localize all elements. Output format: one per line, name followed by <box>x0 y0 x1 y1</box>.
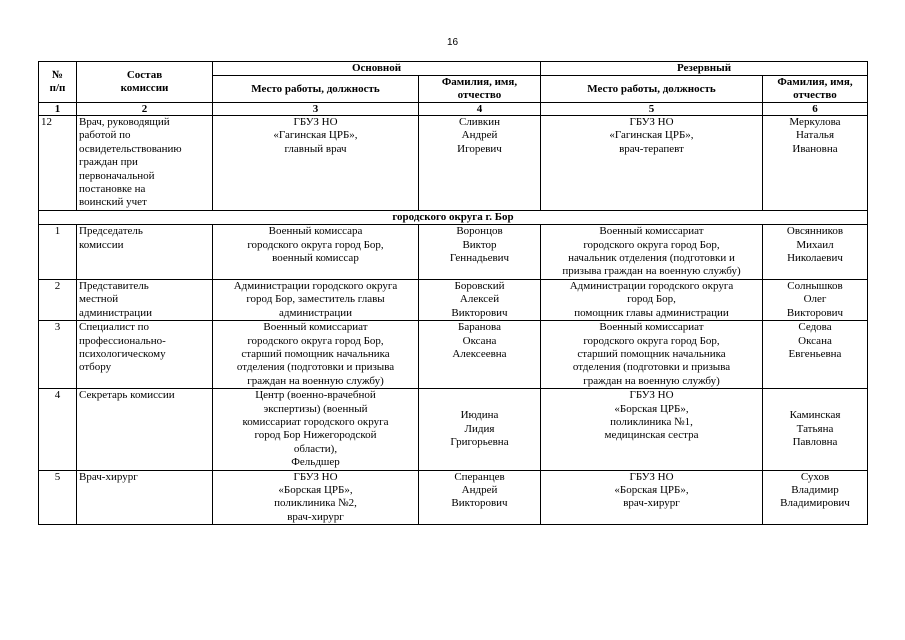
reserve-workplace-cell: Военный комиссариат городского округа город Бор, начальник отделения (подготовки и призыва граждан на военную службу) <box>541 225 763 280</box>
main-workplace-cell: Администрации городского округа город Бор, заместитель главы администрации <box>213 279 419 320</box>
row-number: 2 <box>39 279 77 320</box>
section-row <box>39 210 868 224</box>
main-workplace-cell: Военный комиссара городского округа город Бор, военный комиссар <box>213 225 419 280</box>
main-workplace-cell: Военный комиссариат городского округа город Бор, старший помощник начальника отделения (подготовки и призыва граждан на военную службу) <box>213 321 419 389</box>
column-index: 4 <box>419 103 541 116</box>
reserve-name-cell: Сухов Владимир Владимирович <box>763 470 868 525</box>
main-name-cell: Сливкин Андрей Игоревич <box>419 116 541 211</box>
reserve-workplace-cell: ГБУЗ НО «Борская ЦРБ», врач-хирург <box>541 470 763 525</box>
column-index-row <box>39 103 868 116</box>
reserve-name-cell: Солнышков Олег Викторович <box>763 279 868 320</box>
reserve-name-cell: Овсянников Михаил Николаевич <box>763 225 868 280</box>
main-name-cell: Сперанцев Андрей Викторович <box>419 470 541 525</box>
table-row <box>39 389 868 470</box>
header-main-fullname: Фамилия, имя, отчество <box>419 76 541 103</box>
reserve-workplace-cell: ГБУЗ НО «Борская ЦРБ», поликлиника №1, медицинская сестра <box>541 389 763 470</box>
role-cell: Врач, руководящий работой по освидетельствованию граждан при первоначальной постановке на воинский учет <box>77 116 213 211</box>
role-cell: Специалист по профессионально- психологическому отбору <box>77 321 213 389</box>
commission-table <box>38 61 868 525</box>
header-main-workplace: Место работы, должность <box>213 76 419 103</box>
table-row <box>39 225 868 280</box>
header-main: Основной <box>213 62 541 76</box>
main-workplace-cell: Центр (военно-врачебной экспертизы) (военный комиссариат городского округа город Бор Нижегородской области), Фельдшер <box>213 389 419 470</box>
row-number: 3 <box>39 321 77 389</box>
column-index: 1 <box>39 103 77 116</box>
role-cell: Председатель комиссии <box>77 225 213 280</box>
column-index: 6 <box>763 103 868 116</box>
column-index: 3 <box>213 103 419 116</box>
row-number: 5 <box>39 470 77 525</box>
header-row-1 <box>39 62 868 76</box>
main-workplace-cell: ГБУЗ НО «Гагинская ЦРБ», главный врач <box>213 116 419 211</box>
main-name-cell: Июдина Лидия Григорьевна <box>419 389 541 470</box>
section-title: городского округа г. Бор <box>39 210 868 224</box>
main-name-cell: Боровский Алексей Викторович <box>419 279 541 320</box>
column-index: 2 <box>77 103 213 116</box>
reserve-name-cell: Каминская Татьяна Павловна <box>763 389 868 470</box>
row-number: 4 <box>39 389 77 470</box>
role-cell: Представитель местной администрации <box>77 279 213 320</box>
reserve-workplace-cell: ГБУЗ НО «Гагинская ЦРБ», врач-терапевт <box>541 116 763 211</box>
column-index: 5 <box>541 103 763 116</box>
header-reserve-workplace: Место работы, должность <box>541 76 763 103</box>
reserve-workplace-cell: Администрации городского округа город Бор, помощник главы администрации <box>541 279 763 320</box>
header-composition: Состав комиссии <box>77 62 213 103</box>
reserve-name-cell: Седова Оксана Евгеньевна <box>763 321 868 389</box>
main-name-cell: Баранова Оксана Алексеевна <box>419 321 541 389</box>
table-row <box>39 321 868 389</box>
table-row <box>39 470 868 525</box>
header-num: № п/п <box>39 62 77 103</box>
header-reserve: Резервный <box>541 62 868 76</box>
main-name-cell: Воронцов Виктор Геннадьевич <box>419 225 541 280</box>
row-number: 1 <box>39 225 77 280</box>
reserve-workplace-cell: Военный комиссариат городского округа город Бор, старший помощник начальника отделения (подготовки и призыва граждан на военную службу) <box>541 321 763 389</box>
reserve-name-cell: Меркулова Наталья Ивановна <box>763 116 868 211</box>
table-row <box>39 279 868 320</box>
row-number: 12 <box>39 116 77 211</box>
table-row <box>39 116 868 211</box>
main-workplace-cell: ГБУЗ НО «Борская ЦРБ», поликлиника №2, врач-хирург <box>213 470 419 525</box>
role-cell: Секретарь комиссии <box>77 389 213 470</box>
page-number: 16 <box>446 37 459 48</box>
header-reserve-fullname: Фамилия, имя, отчество <box>763 76 868 103</box>
role-cell: Врач-хирург <box>77 470 213 525</box>
